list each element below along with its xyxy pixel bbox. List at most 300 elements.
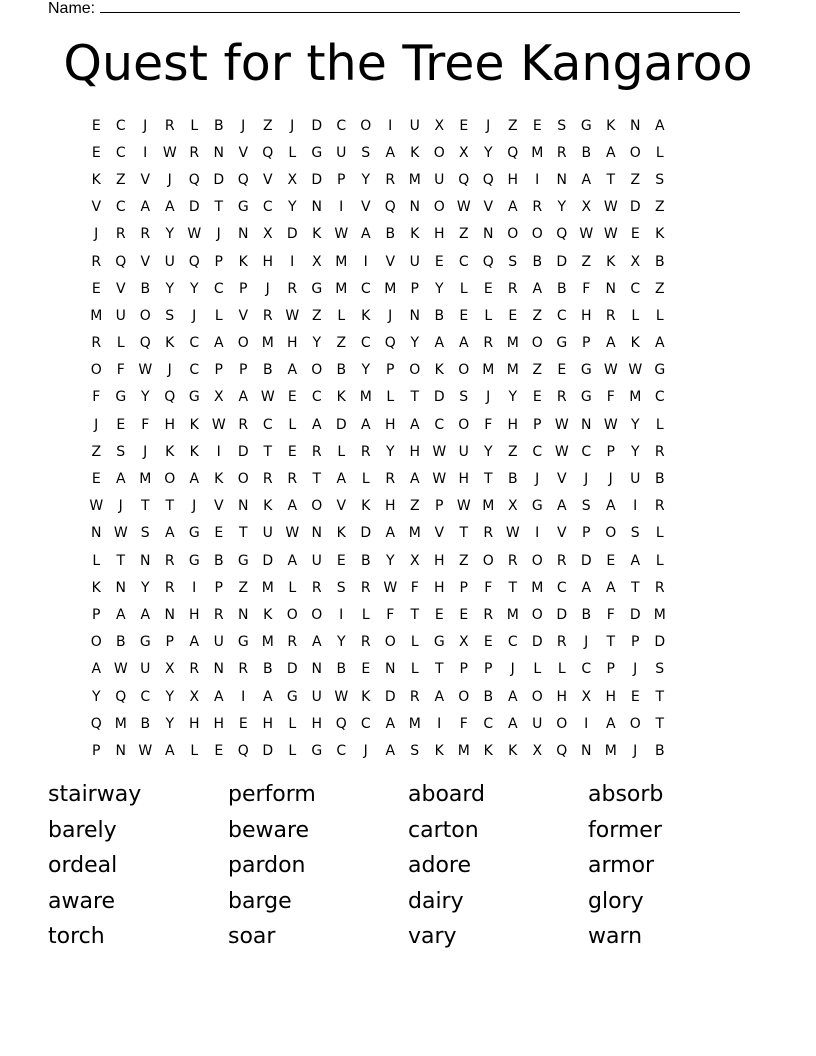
grid-letter[interactable]: E — [532, 117, 542, 134]
grid-letter[interactable]: R — [507, 280, 518, 297]
grid-letter[interactable]: L — [533, 661, 542, 678]
grid-letter[interactable]: S — [361, 144, 371, 161]
grid-letter[interactable]: P — [239, 280, 248, 297]
grid-letter[interactable]: S — [410, 742, 420, 759]
grid-letter[interactable]: R — [556, 634, 567, 651]
grid-letter[interactable]: Z — [409, 498, 420, 515]
grid-letter[interactable]: B — [140, 280, 151, 297]
grid-letter[interactable]: V — [434, 525, 445, 542]
grid-letter[interactable]: N — [409, 307, 420, 324]
grid-letter[interactable]: R — [556, 389, 567, 406]
grid-letter[interactable]: Z — [336, 335, 347, 352]
grid-letter[interactable]: O — [531, 688, 543, 705]
grid-letter[interactable]: W — [162, 144, 177, 161]
grid-letter[interactable]: C — [213, 280, 224, 297]
grid-letter[interactable]: C — [581, 443, 592, 460]
grid-letter[interactable]: J — [192, 307, 197, 324]
grid-letter[interactable]: S — [630, 525, 640, 542]
grid-letter[interactable]: A — [336, 471, 347, 488]
grid-letter[interactable]: F — [410, 579, 419, 596]
grid-letter[interactable]: Y — [140, 579, 150, 596]
grid-letter[interactable]: U — [336, 144, 347, 161]
grid-letter[interactable]: J — [216, 226, 221, 243]
grid-letter[interactable]: Q — [90, 715, 102, 732]
grid-letter[interactable]: J — [167, 362, 172, 379]
grid-letter[interactable]: G — [188, 525, 200, 542]
grid-letter[interactable]: O — [458, 416, 470, 433]
grid-letter[interactable]: Y — [483, 144, 493, 161]
grid-letter[interactable]: S — [459, 389, 469, 406]
grid-letter[interactable]: B — [262, 362, 273, 379]
grid-letter[interactable]: G — [580, 362, 592, 379]
grid-letter[interactable]: A — [287, 552, 298, 569]
grid-letter[interactable]: R — [238, 416, 249, 433]
grid-letter[interactable]: Y — [287, 199, 297, 216]
grid-letter[interactable]: B — [532, 253, 543, 270]
grid-letter[interactable]: G — [237, 552, 249, 569]
grid-letter[interactable]: K — [483, 742, 493, 759]
grid-letter[interactable]: K — [165, 443, 175, 460]
grid-letter[interactable]: Q — [115, 688, 127, 705]
grid-letter[interactable]: A — [164, 199, 175, 216]
grid-letter[interactable]: A — [581, 579, 592, 596]
grid-letter[interactable]: G — [556, 335, 568, 352]
grid-letter[interactable]: S — [140, 525, 150, 542]
grid-letter[interactable]: C — [458, 253, 469, 270]
grid-letter[interactable]: O — [507, 226, 519, 243]
grid-letter[interactable]: M — [531, 144, 544, 161]
grid-letter[interactable]: Q — [458, 171, 470, 188]
grid-letter[interactable]: U — [311, 688, 322, 705]
grid-letter[interactable]: X — [581, 199, 592, 216]
grid-letter[interactable]: L — [214, 307, 223, 324]
grid-letter[interactable]: Q — [115, 253, 127, 270]
grid-letter[interactable]: K — [238, 253, 248, 270]
grid-letter[interactable]: Z — [630, 171, 641, 188]
grid-letter[interactable]: V — [140, 253, 151, 270]
grid-letter[interactable]: Z — [238, 579, 249, 596]
grid-letter[interactable]: X — [532, 742, 543, 759]
grid-letter[interactable]: P — [582, 525, 591, 542]
grid-letter[interactable]: K — [655, 226, 665, 243]
grid-letter[interactable]: T — [140, 498, 150, 515]
grid-letter[interactable]: K — [165, 335, 175, 352]
grid-letter[interactable]: J — [633, 742, 638, 759]
grid-letter[interactable]: G — [433, 634, 445, 651]
grid-letter[interactable]: N — [311, 661, 322, 678]
grid-letter[interactable]: F — [459, 715, 468, 732]
grid-letter[interactable]: V — [238, 307, 249, 324]
grid-letter[interactable]: K — [189, 443, 199, 460]
grid-letter[interactable]: N — [385, 661, 396, 678]
grid-letter[interactable]: H — [507, 416, 519, 433]
grid-letter[interactable]: D — [262, 552, 274, 569]
grid-letter[interactable]: A — [385, 715, 396, 732]
grid-letter[interactable]: E — [483, 634, 493, 651]
grid-letter[interactable]: E — [361, 661, 371, 678]
grid-letter[interactable]: R — [605, 307, 616, 324]
name-underline[interactable] — [100, 0, 740, 13]
grid-letter[interactable]: Z — [91, 443, 102, 460]
grid-letter[interactable]: W — [334, 688, 349, 705]
grid-letter[interactable]: R — [483, 525, 494, 542]
grid-letter[interactable]: C — [189, 362, 200, 379]
grid-letter[interactable]: Z — [115, 171, 126, 188]
grid-letter[interactable]: Q — [262, 144, 274, 161]
grid-letter[interactable]: N — [140, 552, 151, 569]
grid-letter[interactable]: W — [603, 226, 618, 243]
grid-letter[interactable]: Q — [556, 226, 568, 243]
grid-letter[interactable]: F — [606, 389, 615, 406]
grid-letter[interactable]: L — [655, 416, 664, 433]
grid-letter[interactable]: R — [360, 634, 371, 651]
grid-letter[interactable]: S — [655, 171, 665, 188]
grid-letter[interactable]: R — [483, 335, 494, 352]
grid-letter[interactable]: D — [654, 634, 666, 651]
grid-letter[interactable]: B — [140, 715, 151, 732]
grid-letter[interactable]: A — [213, 688, 224, 705]
grid-letter[interactable]: Z — [507, 117, 518, 134]
grid-letter[interactable]: A — [605, 715, 616, 732]
grid-letter[interactable]: P — [631, 634, 640, 651]
grid-letter[interactable]: G — [580, 389, 592, 406]
grid-letter[interactable]: D — [580, 552, 592, 569]
grid-letter[interactable]: L — [484, 307, 493, 324]
grid-letter[interactable]: J — [94, 416, 99, 433]
grid-letter[interactable]: A — [507, 688, 518, 705]
grid-letter[interactable]: J — [94, 226, 99, 243]
grid-letter[interactable]: H — [384, 498, 396, 515]
grid-letter[interactable]: O — [286, 606, 298, 623]
grid-letter[interactable]: I — [584, 715, 589, 732]
grid-letter[interactable]: D — [311, 117, 323, 134]
grid-letter[interactable]: D — [384, 688, 396, 705]
grid-letter[interactable]: G — [237, 199, 249, 216]
grid-letter[interactable]: U — [115, 307, 126, 324]
grid-letter[interactable]: M — [506, 362, 519, 379]
grid-letter[interactable]: J — [388, 307, 393, 324]
grid-letter[interactable]: H — [311, 715, 323, 732]
grid-letter[interactable]: T — [238, 525, 248, 542]
grid-letter[interactable]: T — [630, 579, 640, 596]
grid-letter[interactable]: M — [531, 579, 544, 596]
grid-letter[interactable]: O — [629, 144, 641, 161]
grid-letter[interactable]: F — [116, 362, 125, 379]
grid-letter[interactable]: Q — [482, 253, 494, 270]
grid-letter[interactable]: X — [287, 171, 298, 188]
grid-letter[interactable]: R — [164, 552, 175, 569]
grid-letter[interactable]: N — [213, 661, 224, 678]
grid-letter[interactable]: O — [164, 471, 176, 488]
grid-letter[interactable]: E — [91, 144, 101, 161]
grid-letter[interactable]: N — [311, 525, 322, 542]
grid-letter[interactable]: T — [483, 471, 493, 488]
grid-letter[interactable]: L — [288, 715, 297, 732]
grid-letter[interactable]: R — [287, 280, 298, 297]
grid-letter[interactable]: O — [531, 226, 543, 243]
grid-letter[interactable]: M — [384, 280, 397, 297]
grid-letter[interactable]: U — [434, 171, 445, 188]
grid-letter[interactable]: Y — [165, 280, 175, 297]
grid-letter[interactable]: E — [459, 117, 469, 134]
grid-letter[interactable]: E — [287, 443, 297, 460]
grid-letter[interactable]: E — [287, 389, 297, 406]
grid-letter[interactable]: U — [532, 715, 543, 732]
grid-letter[interactable]: T — [165, 498, 175, 515]
grid-letter[interactable]: Z — [507, 443, 518, 460]
grid-letter[interactable]: B — [581, 606, 592, 623]
grid-letter[interactable]: R — [189, 144, 200, 161]
grid-letter[interactable]: Q — [335, 715, 347, 732]
grid-letter[interactable]: X — [630, 253, 641, 270]
grid-letter[interactable]: R — [532, 199, 543, 216]
grid-letter[interactable]: V — [238, 144, 249, 161]
grid-letter[interactable]: Y — [189, 280, 199, 297]
name-field[interactable] — [48, 0, 740, 18]
grid-letter[interactable]: P — [214, 253, 223, 270]
grid-letter[interactable]: F — [484, 416, 493, 433]
grid-letter[interactable]: M — [90, 307, 103, 324]
grid-letter[interactable]: O — [482, 552, 494, 569]
grid-letter[interactable]: M — [114, 715, 127, 732]
grid-letter[interactable]: H — [433, 226, 445, 243]
grid-letter[interactable]: J — [241, 117, 246, 134]
grid-letter[interactable]: U — [262, 525, 273, 542]
grid-letter[interactable]: E — [91, 280, 101, 297]
grid-letter[interactable]: T — [410, 606, 420, 623]
grid-letter[interactable]: C — [262, 416, 273, 433]
grid-letter[interactable]: P — [606, 661, 615, 678]
grid-letter[interactable]: Q — [384, 335, 396, 352]
grid-letter[interactable]: L — [410, 634, 419, 651]
grid-letter[interactable]: H — [262, 253, 274, 270]
grid-letter[interactable]: Y — [630, 443, 640, 460]
grid-letter[interactable]: B — [654, 253, 665, 270]
grid-letter[interactable]: G — [286, 688, 298, 705]
grid-letter[interactable]: M — [482, 362, 495, 379]
grid-letter[interactable]: I — [535, 525, 540, 542]
grid-letter[interactable]: I — [437, 715, 442, 732]
grid-letter[interactable]: N — [164, 606, 175, 623]
grid-letter[interactable]: O — [531, 552, 543, 569]
grid-letter[interactable]: O — [311, 498, 323, 515]
grid-letter[interactable]: R — [238, 661, 249, 678]
grid-letter[interactable]: R — [654, 579, 665, 596]
grid-letter[interactable]: U — [311, 552, 322, 569]
grid-letter[interactable]: H — [409, 443, 421, 460]
grid-letter[interactable]: C — [336, 742, 347, 759]
grid-letter[interactable]: E — [434, 253, 444, 270]
grid-letter[interactable]: V — [262, 171, 273, 188]
grid-letter[interactable]: D — [311, 171, 323, 188]
grid-letter[interactable]: R — [287, 634, 298, 651]
grid-letter[interactable]: K — [606, 253, 616, 270]
grid-letter[interactable]: R — [654, 498, 665, 515]
grid-letter[interactable]: Q — [556, 742, 568, 759]
grid-letter[interactable]: U — [213, 634, 224, 651]
grid-letter[interactable]: T — [508, 579, 518, 596]
grid-letter[interactable]: X — [434, 117, 445, 134]
grid-letter[interactable]: F — [92, 389, 101, 406]
grid-letter[interactable]: R — [262, 307, 273, 324]
grid-letter[interactable]: L — [361, 471, 370, 488]
grid-letter[interactable]: V — [115, 280, 126, 297]
grid-letter[interactable]: P — [533, 416, 542, 433]
grid-letter[interactable]: I — [241, 688, 246, 705]
grid-letter[interactable]: T — [655, 688, 665, 705]
grid-letter[interactable]: B — [581, 144, 592, 161]
grid-letter[interactable]: M — [261, 335, 274, 352]
grid-letter[interactable]: N — [238, 226, 249, 243]
grid-letter[interactable]: X — [581, 688, 592, 705]
grid-letter[interactable]: G — [311, 144, 323, 161]
grid-letter[interactable]: V — [360, 199, 371, 216]
grid-letter[interactable]: U — [164, 253, 175, 270]
grid-letter[interactable]: J — [143, 117, 148, 134]
grid-letter[interactable]: A — [360, 226, 371, 243]
grid-letter[interactable]: L — [288, 579, 297, 596]
grid-letter[interactable]: R — [409, 688, 420, 705]
grid-letter[interactable]: A — [385, 144, 396, 161]
grid-letter[interactable]: G — [188, 552, 200, 569]
grid-letter[interactable]: G — [580, 117, 592, 134]
grid-letter[interactable]: X — [458, 634, 469, 651]
grid-letter[interactable]: R — [164, 117, 175, 134]
grid-letter[interactable]: O — [384, 634, 396, 651]
grid-letter[interactable]: A — [311, 634, 322, 651]
grid-letter[interactable]: C — [140, 688, 151, 705]
grid-letter[interactable]: N — [213, 144, 224, 161]
grid-letter[interactable]: Y — [483, 443, 493, 460]
grid-letter[interactable]: A — [91, 661, 102, 678]
grid-letter[interactable]: C — [360, 715, 371, 732]
grid-letter[interactable]: H — [188, 715, 200, 732]
grid-letter[interactable]: C — [581, 661, 592, 678]
grid-letter[interactable]: L — [190, 742, 199, 759]
grid-letter[interactable]: H — [164, 416, 176, 433]
grid-letter[interactable]: W — [554, 416, 569, 433]
grid-letter[interactable]: G — [654, 362, 666, 379]
grid-letter[interactable]: N — [556, 171, 567, 188]
grid-letter[interactable]: E — [630, 688, 640, 705]
grid-letter[interactable]: J — [192, 498, 197, 515]
grid-letter[interactable]: L — [116, 335, 125, 352]
grid-letter[interactable]: M — [482, 498, 495, 515]
grid-letter[interactable]: K — [263, 606, 273, 623]
grid-letter[interactable]: R — [507, 552, 518, 569]
grid-letter[interactable]: J — [290, 117, 295, 134]
grid-letter[interactable]: C — [556, 579, 567, 596]
grid-letter[interactable]: X — [409, 552, 420, 569]
grid-letter[interactable]: J — [510, 661, 515, 678]
grid-letter[interactable]: B — [507, 471, 518, 488]
grid-letter[interactable]: Y — [410, 335, 420, 352]
grid-letter[interactable]: K — [361, 498, 371, 515]
grid-letter[interactable]: N — [115, 579, 126, 596]
grid-letter[interactable]: R — [360, 443, 371, 460]
grid-letter[interactable]: J — [584, 634, 589, 651]
grid-letter[interactable]: Q — [482, 171, 494, 188]
grid-letter[interactable]: T — [655, 715, 665, 732]
grid-letter[interactable]: M — [359, 389, 372, 406]
grid-letter[interactable]: V — [336, 498, 347, 515]
grid-letter[interactable]: L — [190, 117, 199, 134]
grid-letter[interactable]: W — [260, 389, 275, 406]
grid-letter[interactable]: K — [410, 144, 420, 161]
grid-letter[interactable]: R — [287, 471, 298, 488]
grid-letter[interactable]: K — [91, 579, 101, 596]
grid-letter[interactable]: X — [213, 389, 224, 406]
grid-letter[interactable]: D — [262, 742, 274, 759]
grid-letter[interactable]: C — [336, 117, 347, 134]
grid-letter[interactable]: K — [508, 742, 518, 759]
grid-letter[interactable]: C — [507, 634, 518, 651]
grid-letter[interactable]: M — [335, 280, 348, 297]
grid-letter[interactable]: Y — [312, 335, 322, 352]
grid-letter[interactable]: D — [286, 661, 298, 678]
grid-letter[interactable]: K — [336, 389, 346, 406]
grid-letter[interactable]: A — [238, 389, 249, 406]
grid-letter[interactable]: Z — [581, 253, 592, 270]
grid-letter[interactable]: K — [606, 117, 616, 134]
grid-letter[interactable]: P — [459, 579, 468, 596]
grid-letter[interactable]: E — [532, 389, 542, 406]
grid-letter[interactable]: Z — [532, 307, 543, 324]
grid-letter[interactable]: V — [556, 471, 567, 488]
grid-letter[interactable]: A — [385, 742, 396, 759]
grid-letter[interactable]: N — [91, 525, 102, 542]
grid-letter[interactable]: G — [188, 389, 200, 406]
grid-letter[interactable]: V — [91, 199, 102, 216]
grid-letter[interactable]: J — [486, 389, 491, 406]
grid-letter[interactable]: A — [605, 498, 616, 515]
grid-letter[interactable]: I — [535, 171, 540, 188]
grid-letter[interactable]: G — [311, 742, 323, 759]
grid-letter[interactable]: R — [262, 471, 273, 488]
grid-letter[interactable]: L — [386, 389, 395, 406]
grid-letter[interactable]: R — [556, 144, 567, 161]
grid-letter[interactable]: O — [237, 471, 249, 488]
grid-letter[interactable]: I — [339, 199, 344, 216]
grid-letter[interactable]: W — [505, 525, 520, 542]
grid-letter[interactable]: Z — [654, 280, 665, 297]
grid-letter[interactable]: W — [89, 498, 104, 515]
grid-letter[interactable]: N — [605, 280, 616, 297]
grid-letter[interactable]: I — [216, 443, 221, 460]
grid-letter[interactable]: U — [458, 443, 469, 460]
grid-letter[interactable]: T — [214, 199, 224, 216]
grid-letter[interactable]: K — [263, 498, 273, 515]
grid-letter[interactable]: P — [92, 742, 101, 759]
grid-letter[interactable]: O — [531, 335, 543, 352]
grid-letter[interactable]: Y — [385, 443, 395, 460]
grid-letter[interactable]: A — [556, 498, 567, 515]
grid-letter[interactable]: W — [579, 226, 594, 243]
grid-letter[interactable]: O — [360, 117, 372, 134]
grid-letter[interactable]: H — [213, 715, 225, 732]
grid-letter[interactable]: H — [580, 307, 592, 324]
grid-letter[interactable]: P — [484, 661, 493, 678]
grid-letter[interactable]: A — [605, 335, 616, 352]
grid-letter[interactable]: Q — [188, 171, 200, 188]
grid-letter[interactable]: P — [214, 579, 223, 596]
grid-letter[interactable]: K — [434, 742, 444, 759]
grid-letter[interactable]: I — [388, 117, 393, 134]
grid-letter[interactable]: L — [288, 416, 297, 433]
grid-letter[interactable]: C — [630, 280, 641, 297]
grid-letter[interactable]: T — [263, 443, 273, 460]
grid-letter[interactable]: J — [633, 661, 638, 678]
